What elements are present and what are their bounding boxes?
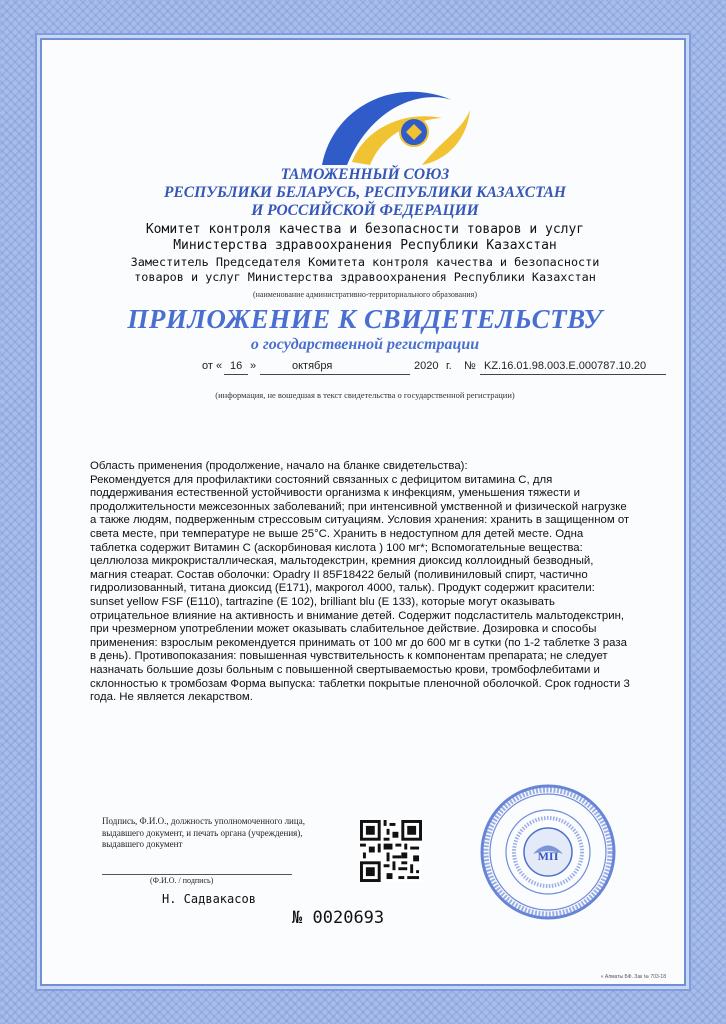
- committee-line-1: Комитет контроля качества и безопасности товаров и услуг: [145, 222, 585, 237]
- serial-number: [292, 908, 384, 928]
- body-paragraph: Область применения (продолжение, начало на бланке свидетельства): Рекомендуется для профилактики состояний связанных с дефицитом витамина С, для поддерживания естественной устойчивости организма к инфекциям, уменьшения тяжести и продолжительности межсезонных заболеваний; при интенсивной умственной и физической нагрузке а также людям, подверженным стрессовым ситуациям. Условия хранения: хранить в защищенном от света месте, при температуре не выше 25°С. Хранить в недоступном для детей месте. Одна таблетка содержит Витамин С (аскорбиновая кислота ) 100 мг*; Вспомогательные вещества: целлюлоза микрокристаллическая, мальтодекстрин, кремния диоксид коллоидный безводный, магния стеарат. Состав оболочки: Opadry II 85F18422 белый (поливиниловый спирт, частично гидролизованный, титана диоксид (Е171), макрогол 4000, тальк). Продукт содержит красители: sunset yellow FSF (E110), tartrazine (E 102), brilliant blu (E 133), которые могут оказывать отрицательное влияние на активность и внимание детей. Содержит подсластитель мальтодекстрин, при чрезмерном употреблении может оказывать слабительное действие. Дозировка и способы применения: взрослым рекомендуется принимать от 100 мг до 600 мг в сутки (по 1-2 таблетке 3 раза в день). Противопоказания: повышенная чувствительность к компонентам препарата; не следует назначать большие дозы больным с повышенной свертываемостью крови, тромбофлебитами и склонностью к тромбозам Форма выпуска: таблетки покрытые пленочной оболочкой. Срок годности 3 года. Не является лекарством.: [90, 460, 630, 704]
- deputy-line-1: Заместитель Председателя Комитета контроля качества и безопасности: [130, 255, 600, 269]
- deputy-line-2: товаров и услуг Министерства здравоохранения Республики Казахстан: [134, 270, 596, 284]
- signature-note: Подпись, Ф.И.О., должность уполномоченного лица, выдавшего документ, и печать органа (учреждения), выдавшего документ: [102, 816, 305, 849]
- qr-code: [360, 820, 422, 882]
- year-suffix: г.: [446, 360, 452, 372]
- body-text: [90, 460, 630, 705]
- stamp-center-text: МП: [537, 849, 559, 863]
- date-year: 2020: [414, 360, 439, 372]
- union-line-1: ТАМОЖЕННЫЙ СОЮЗ: [280, 166, 450, 183]
- number-sign: №: [464, 360, 476, 372]
- day-underline: [224, 374, 248, 375]
- customs-union-logo: [302, 70, 472, 180]
- printer-note: « Алматы БФ. Зак № 703-18: [600, 974, 666, 980]
- document-title: ПРИЛОЖЕНИЕ К СВИДЕТЕЛЬСТВУ: [127, 304, 603, 334]
- admin-note: (наименование административно-территориального образования): [252, 290, 477, 299]
- signer-name: Н. Садвакасов: [162, 892, 256, 906]
- number-underline: [480, 374, 666, 375]
- date-day-close: »: [250, 360, 257, 372]
- date-month: октября: [292, 360, 333, 372]
- serial-value: 0020693: [312, 908, 385, 928]
- date-number-line: [202, 358, 662, 378]
- document-subtitle: о государственной регистрации: [250, 336, 480, 353]
- union-line-3: И РОССИЙСКОЙ ФЕДЕРАЦИИ: [251, 202, 479, 219]
- serial-sign: №: [292, 908, 303, 928]
- committee-line-2: Министерства здравоохранения Республики Казахстан: [173, 238, 557, 253]
- certificate-inner-frame: [40, 38, 686, 986]
- month-underline: [260, 374, 410, 375]
- certificate-number: KZ.16.01.98.003.E.000787.10.20: [484, 360, 647, 372]
- fio-label: (Ф.И.О. / подпись): [150, 876, 214, 885]
- date-day: 16: [230, 360, 243, 372]
- fio-underline: [102, 874, 292, 875]
- info-note: (информация, не вошедшая в текст свидетельства о государственной регистрации): [215, 390, 515, 400]
- date-prefix: от «: [202, 360, 223, 372]
- official-stamp: [478, 782, 618, 922]
- union-line-2: РЕСПУБЛИКИ БЕЛАРУСЬ, РЕСПУБЛИКИ КАЗАХСТАН: [163, 184, 566, 201]
